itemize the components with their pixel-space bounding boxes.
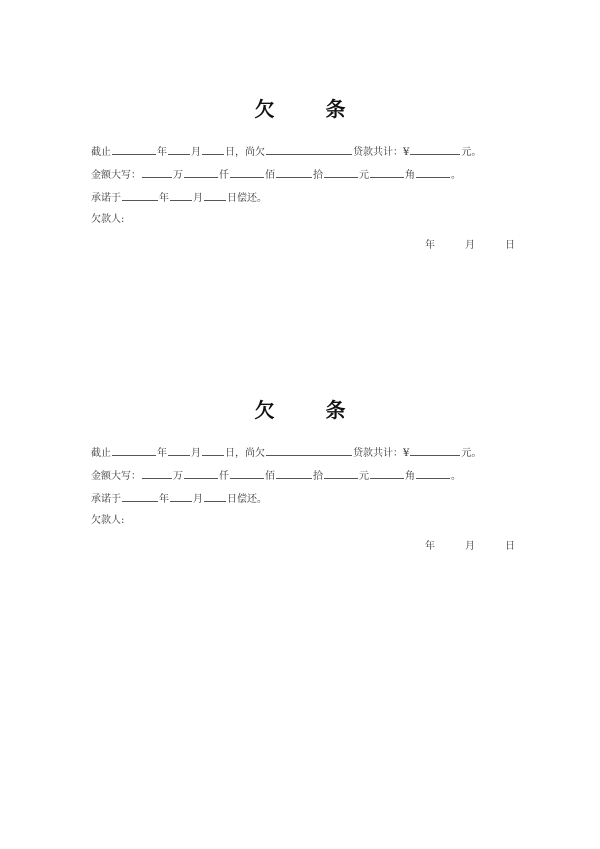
amount-blank[interactable] [410, 445, 460, 456]
repay-year-blank[interactable] [122, 491, 158, 502]
year-blank[interactable] [112, 144, 156, 155]
iou-title: 欠 条 [254, 97, 368, 121]
year-blank[interactable] [112, 445, 156, 456]
label-bai: 佰 [265, 170, 275, 181]
label-jiao: 角 [405, 471, 415, 482]
repay-month-blank[interactable] [170, 491, 192, 502]
label-yuan-end: 元。 [461, 147, 482, 158]
repay-month-blank[interactable] [170, 190, 192, 201]
footer-month: 月 [465, 240, 475, 251]
qian-blank[interactable] [184, 167, 218, 178]
label-qian: 仟 [219, 471, 229, 482]
label-day-repay: 日偿还。 [227, 494, 267, 505]
footer-day: 日 [505, 541, 515, 552]
shi-blank[interactable] [276, 468, 312, 479]
label-day-repay: 日偿还。 [227, 193, 267, 204]
label-month: 月 [193, 494, 203, 505]
shi-blank[interactable] [276, 167, 312, 178]
label-yuan-end: 元。 [461, 448, 482, 459]
label-loan-total: 贷款共计：¥ [353, 448, 410, 459]
repay-day-blank[interactable] [204, 491, 226, 502]
repay-year-blank[interactable] [122, 190, 158, 201]
label-amount-words: 金额大写： [91, 170, 141, 181]
label-amount-words: 金额大写： [91, 471, 141, 482]
amount-in-words-line [91, 468, 461, 484]
label-month: 月 [191, 448, 201, 459]
debtor-line [91, 213, 124, 227]
label-promise: 承诺于 [91, 494, 121, 505]
repay-day-blank[interactable] [204, 190, 226, 201]
creditor-blank[interactable] [266, 144, 352, 155]
jiao-blank[interactable] [370, 468, 404, 479]
month-blank[interactable] [168, 144, 190, 155]
footer-month: 月 [465, 541, 475, 552]
owed-amount-line [91, 445, 481, 461]
qian-blank[interactable] [184, 468, 218, 479]
label-wan: 万 [173, 471, 183, 482]
footer-year: 年 [425, 541, 435, 552]
owed-amount-line [91, 144, 481, 160]
label-day-owe: 日，尚欠 [225, 147, 265, 158]
amount-blank[interactable] [410, 144, 460, 155]
fen-blank[interactable] [416, 167, 450, 178]
bai-blank[interactable] [230, 167, 264, 178]
repay-date-line [91, 491, 267, 507]
label-jiao: 角 [405, 170, 415, 181]
label-year: 年 [157, 448, 167, 459]
label-promise: 承诺于 [91, 193, 121, 204]
day-blank[interactable] [202, 144, 224, 155]
yuan-blank[interactable] [324, 468, 358, 479]
label-bai: 佰 [265, 471, 275, 482]
signature-date [425, 236, 515, 251]
label-qian: 仟 [219, 170, 229, 181]
label-shi: 拾 [313, 471, 323, 482]
repay-date-line [91, 190, 267, 206]
debtor-label: 欠款人: [91, 515, 125, 526]
label-year: 年 [159, 494, 169, 505]
label-shi: 拾 [313, 170, 323, 181]
label-day-owe: 日，尚欠 [225, 448, 265, 459]
label-yuan: 元 [359, 471, 369, 482]
debtor-label: 欠款人: [91, 214, 125, 225]
yuan-blank[interactable] [324, 167, 358, 178]
month-blank[interactable] [168, 445, 190, 456]
label-wan: 万 [173, 170, 183, 181]
jiao-blank[interactable] [370, 167, 404, 178]
label-prefix: 截止 [91, 147, 111, 158]
label-month: 月 [193, 193, 203, 204]
debtor-line [91, 514, 124, 528]
day-blank[interactable] [202, 445, 224, 456]
wan-blank[interactable] [142, 468, 172, 479]
signature-date [425, 537, 515, 552]
label-month: 月 [191, 147, 201, 158]
label-year: 年 [157, 147, 167, 158]
iou-title: 欠 条 [254, 398, 368, 422]
footer-day: 日 [505, 240, 515, 251]
amount-in-words-line [91, 167, 461, 183]
creditor-blank[interactable] [266, 445, 352, 456]
wan-blank[interactable] [142, 167, 172, 178]
label-yuan: 元 [359, 170, 369, 181]
fen-blank[interactable] [416, 468, 450, 479]
label-prefix: 截止 [91, 448, 111, 459]
bai-blank[interactable] [230, 468, 264, 479]
label-end: 。 [451, 471, 461, 482]
label-year: 年 [159, 193, 169, 204]
label-end: 。 [451, 170, 461, 181]
label-loan-total: 贷款共计：¥ [353, 147, 410, 158]
footer-year: 年 [425, 240, 435, 251]
